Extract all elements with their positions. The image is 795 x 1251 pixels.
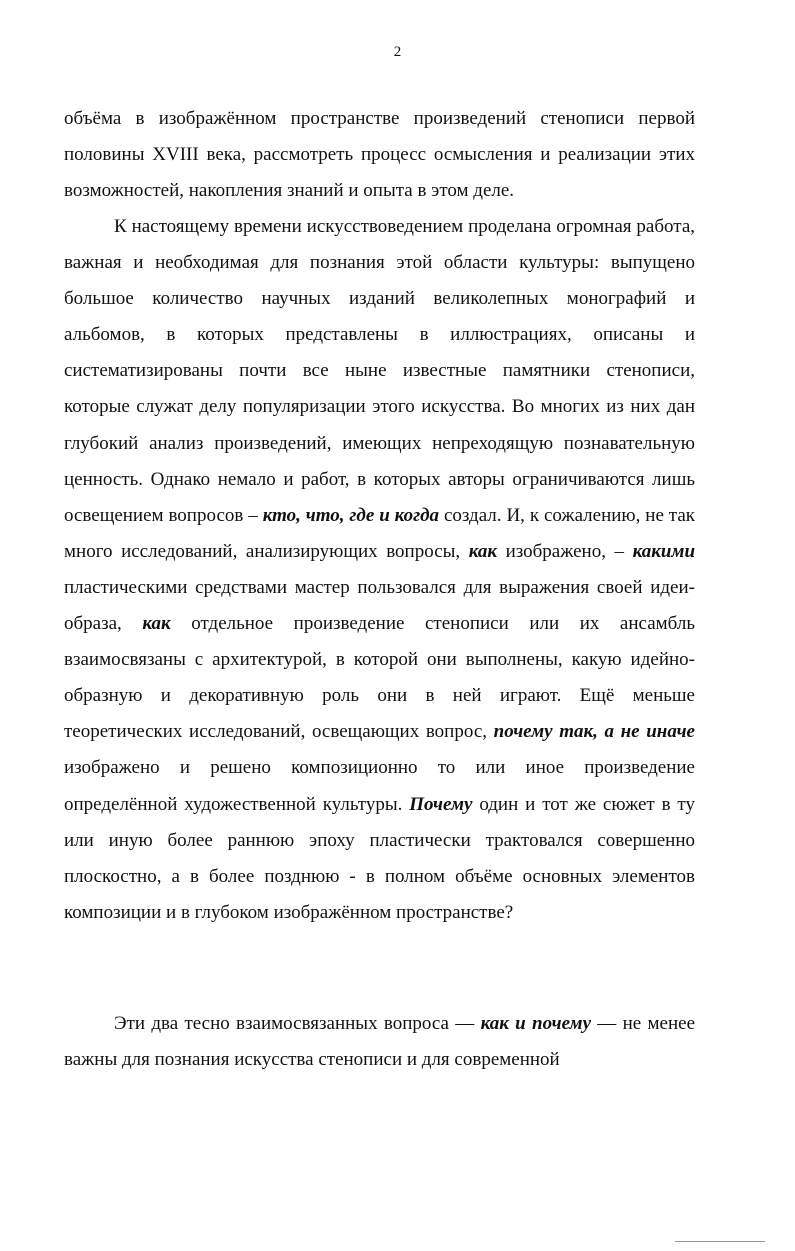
emphasis-text: как bbox=[142, 613, 171, 635]
text-run: один и тот же сюжет в ту или иную более раннюю эпоху пластически трактовался совершенно плоскостно, а в более позднюю - в полном объёме основных элементов композиции и в глубоком изображённом пространстве? bbox=[64, 793, 695, 923]
text-run: изображено, – bbox=[497, 540, 633, 562]
page-number: 2 bbox=[393, 44, 402, 60]
text-run: изображено и решено композиционно то или иное произведение определённой художественной культуры. bbox=[64, 757, 695, 815]
text-run: Эти два тесно взаимосвязанных вопроса — bbox=[114, 1013, 481, 1034]
text-run: К настоящему времени искусствоведением проделана огромная работа, важная и необходимая для познания этой области культуры: выпущено большое количество научных изданий великолепных монографий и альбомов, в которых представлены в иллюстрациях, описаны и систематизированы почти все ныне известные памятники стенописи, которые служат делу популяризации этого искусства. Во многих из них дан глубокий анализ произведений, имеющих непреходящую познавательную ценность. Однако немало и работ, в которых авторы ограничиваются лишь освещением вопросов – bbox=[64, 216, 695, 526]
text-run: пластическими средствами мастер пользовался для выражения своей идеи-образа, bbox=[64, 576, 695, 635]
emphasis-text: почему так, а не иначе bbox=[493, 721, 695, 743]
text-run: создал. И, к сожалению, не так много исследований, анализирующих вопросы, bbox=[64, 504, 695, 562]
text-run: объёма в изображённом пространстве произведений стенописи первой половины XVIII века, рассмотреть процесс осмысления и реализации этих возможностей, накопления знаний и опыта в этом деле. bbox=[64, 108, 695, 202]
text-run: отдельное произведение стенописи или их ансамбль взаимосвязаны с архитектурой, в которой они выполнены, какую идейно-образную и декоративную роль они в ней играют. Ещё меньше теоретических исследований, освещающих вопрос, bbox=[64, 613, 695, 743]
emphasis-text: Почему bbox=[409, 793, 473, 815]
paragraph-3 bbox=[64, 1006, 695, 1078]
emphasis-text: как bbox=[468, 540, 498, 562]
emphasis-text: какими bbox=[632, 540, 696, 562]
emphasis-text: кто, что, где и когда bbox=[262, 504, 440, 526]
paragraph-1 bbox=[64, 101, 695, 209]
emphasis-text: как и почему bbox=[480, 1013, 591, 1034]
scan-artifact-line bbox=[675, 1241, 765, 1242]
text-run: — не менее важны для познания искусства стенописи и для современной bbox=[64, 1013, 696, 1071]
paragraph-2 bbox=[64, 209, 695, 931]
